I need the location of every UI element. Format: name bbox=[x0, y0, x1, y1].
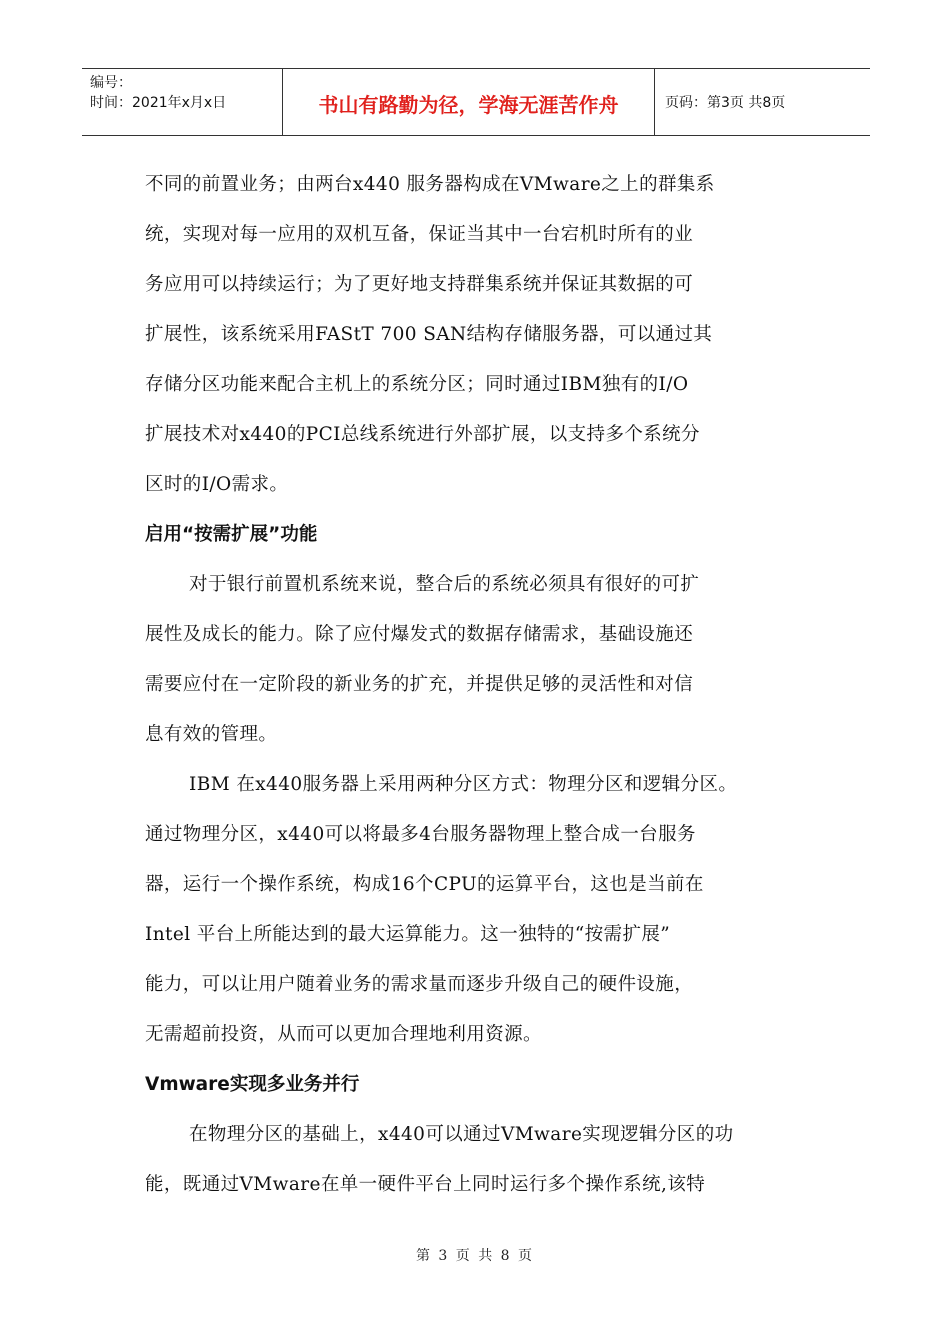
text-line: 展性及成长的能力。除了应付爆发式的数据存储需求，基础设施还 bbox=[145, 624, 694, 645]
paragraph-scalability bbox=[145, 560, 810, 760]
text-line: 区时的I/O需求。 bbox=[145, 474, 289, 495]
section-heading-on-demand: 启用“按需扩展”功能 bbox=[145, 524, 318, 545]
header-motto: 书山有路勤为径，学海无涯苦作舟 bbox=[283, 69, 655, 135]
text-line: 无需超前投资，从而可以更加合理地利用资源。 bbox=[145, 1024, 542, 1045]
header-left-cell bbox=[82, 69, 283, 135]
paragraph-vmware bbox=[145, 1110, 810, 1210]
paragraph-cluster-system bbox=[145, 160, 810, 510]
text-line: 对于银行前置机系统来说，整合后的系统必须具有很好的可扩 bbox=[189, 574, 700, 595]
text-line: 息有效的管理。 bbox=[145, 724, 278, 745]
text-line: 器，运行一个操作系统，构成16个CPU的运算平台，这也是当前在 bbox=[145, 874, 704, 895]
text-line: 不同的前置业务；由两台x440 服务器构成在VMware之上的群集系 bbox=[145, 174, 715, 195]
text-line: 能，既通过VMware在单一硬件平台上同时运行多个操作系统,该特 bbox=[145, 1174, 706, 1195]
text-line: 在物理分区的基础上，x440可以通过VMware实现逻辑分区的功 bbox=[189, 1124, 734, 1145]
document-number-label: 编号： bbox=[90, 75, 132, 91]
page-footer: 第 3 页 共 8 页 bbox=[415, 1248, 535, 1264]
text-line: 需要应付在一定阶段的新业务的扩充，并提供足够的灵活性和对信 bbox=[145, 674, 694, 695]
text-line: Intel 平台上所能达到的最大运算能力。这一独特的“按需扩展” bbox=[145, 924, 671, 945]
text-line: 能力，可以让用户随着业务的需求量而逐步升级自己的硬件设施， bbox=[145, 974, 694, 995]
text-line: 通过物理分区，x440可以将最多4台服务器物理上整合成一台服务 bbox=[145, 824, 696, 845]
text-line: IBM 在x440服务器上采用两种分区方式：物理分区和逻辑分区。 bbox=[189, 774, 738, 795]
document-body bbox=[145, 160, 810, 1210]
text-line: 扩展技术对x440的PCI总线系统进行外部扩展，以支持多个系统分 bbox=[145, 424, 700, 445]
text-line: 统，实现对每一应用的双机互备，保证当其中一台宕机时所有的业 bbox=[145, 224, 694, 245]
text-line: 扩展性，该系统采用FAStT 700 SAN结构存储服务器，可以通过其 bbox=[145, 324, 713, 345]
paragraph-partitioning bbox=[145, 760, 810, 1060]
text-line: 存储分区功能来配合主机上的系统分区；同时通过IBM独有的I/O bbox=[145, 374, 689, 395]
section-heading-vmware: Vmware实现多业务并行 bbox=[145, 1074, 360, 1095]
header-page-info: 页码：第3页 共8页 bbox=[665, 95, 786, 111]
page-header bbox=[82, 68, 870, 136]
document-time-label: 时间：2021年x月x日 bbox=[90, 95, 227, 111]
text-line: 务应用可以持续运行；为了更好地支持群集系统并保证其数据的可 bbox=[145, 274, 694, 295]
